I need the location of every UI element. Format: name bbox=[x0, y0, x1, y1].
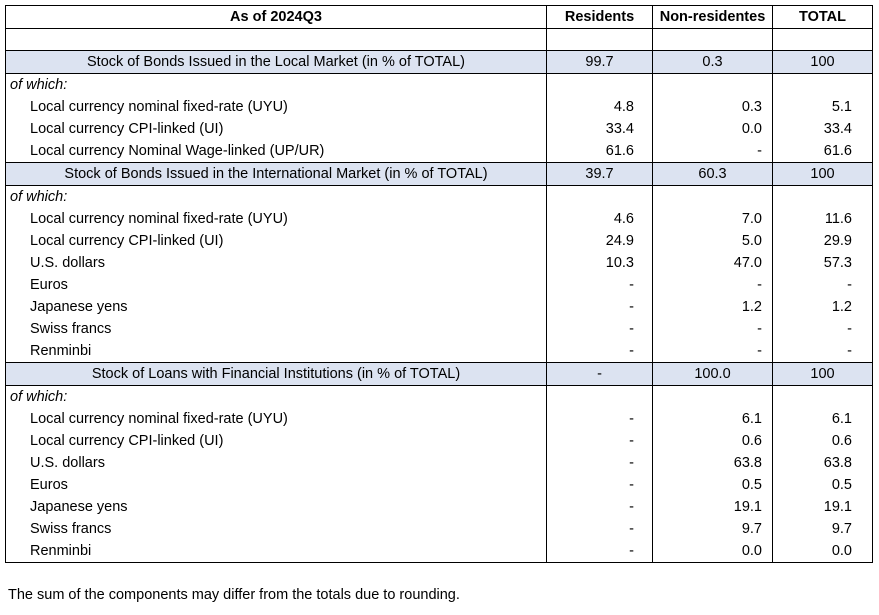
row-label: Renminbi bbox=[6, 540, 547, 563]
row-label: Swiss francs bbox=[6, 518, 547, 540]
row-label: of which: bbox=[6, 186, 547, 209]
nonresidents-value bbox=[653, 74, 773, 97]
residents-value: - bbox=[547, 318, 653, 340]
residents-value: - bbox=[547, 274, 653, 296]
total-value bbox=[773, 386, 873, 409]
nonresidents-value: 100.0 bbox=[653, 363, 773, 386]
row-label: Local currency nominal fixed-rate (UYU) bbox=[6, 96, 547, 118]
nonresidents-value: 0.5 bbox=[653, 474, 773, 496]
row-label: U.S. dollars bbox=[6, 252, 547, 274]
of-which-row bbox=[6, 74, 873, 97]
total-value: - bbox=[773, 274, 873, 296]
row-label: Renminbi bbox=[6, 340, 547, 363]
residents-value: 24.9 bbox=[547, 230, 653, 252]
total-header: TOTAL bbox=[773, 6, 873, 29]
residents-value: - bbox=[547, 430, 653, 452]
table-row bbox=[6, 96, 873, 118]
nonresidents-value: - bbox=[653, 340, 773, 363]
residents-value: - bbox=[547, 496, 653, 518]
table-row bbox=[6, 474, 873, 496]
row-label: Stock of Loans with Financial Institutions (in % of TOTAL) bbox=[6, 363, 547, 386]
residents-value bbox=[547, 386, 653, 409]
table-row bbox=[6, 252, 873, 274]
residents-value: 99.7 bbox=[547, 51, 653, 74]
table-row bbox=[6, 208, 873, 230]
total-value: 61.6 bbox=[773, 140, 873, 163]
table-row bbox=[6, 452, 873, 474]
total-value: 0.0 bbox=[773, 540, 873, 563]
period-header: As of 2024Q3 bbox=[6, 6, 547, 29]
nonresidents-value: 0.0 bbox=[653, 540, 773, 563]
nonresidents-value: - bbox=[653, 274, 773, 296]
nonresidents-value: - bbox=[653, 318, 773, 340]
table-row bbox=[6, 118, 873, 140]
nonresidents-value bbox=[653, 186, 773, 209]
of-which-row bbox=[6, 186, 873, 209]
table-row bbox=[6, 496, 873, 518]
row-label: Stock of Bonds Issued in the Local Market (in % of TOTAL) bbox=[6, 51, 547, 74]
total-value: 63.8 bbox=[773, 452, 873, 474]
row-label: of which: bbox=[6, 74, 547, 97]
table-row bbox=[6, 518, 873, 540]
total-value: 9.7 bbox=[773, 518, 873, 540]
row-label: Local currency CPI-linked (UI) bbox=[6, 430, 547, 452]
blank-row bbox=[6, 29, 873, 51]
nonresidents-value: 0.0 bbox=[653, 118, 773, 140]
row-label: Swiss francs bbox=[6, 318, 547, 340]
residents-value: - bbox=[547, 340, 653, 363]
of-which-row bbox=[6, 386, 873, 409]
nonresidents-value: 5.0 bbox=[653, 230, 773, 252]
row-label: U.S. dollars bbox=[6, 452, 547, 474]
table-row bbox=[6, 318, 873, 340]
row-label: Stock of Bonds Issued in the International Market (in % of TOTAL) bbox=[6, 163, 547, 186]
row-label: Euros bbox=[6, 474, 547, 496]
section-row bbox=[6, 163, 873, 186]
residents-value: - bbox=[547, 540, 653, 563]
total-value: 100 bbox=[773, 51, 873, 74]
table-body bbox=[6, 29, 873, 563]
total-value: 100 bbox=[773, 163, 873, 186]
total-value bbox=[773, 186, 873, 209]
section-row bbox=[6, 363, 873, 386]
section-row bbox=[6, 51, 873, 74]
residents-value: 4.8 bbox=[547, 96, 653, 118]
total-value: 29.9 bbox=[773, 230, 873, 252]
debt-composition-table bbox=[5, 5, 873, 563]
table-row bbox=[6, 340, 873, 363]
nonresidents-value bbox=[653, 386, 773, 409]
nonresidents-value: 0.3 bbox=[653, 96, 773, 118]
total-value: 100 bbox=[773, 363, 873, 386]
total-value: 19.1 bbox=[773, 496, 873, 518]
table-row bbox=[6, 430, 873, 452]
nonresidents-value: 0.6 bbox=[653, 430, 773, 452]
nonresidents-header: Non-residentes bbox=[653, 6, 773, 29]
residents-value: 4.6 bbox=[547, 208, 653, 230]
total-value bbox=[773, 29, 873, 51]
total-value: 5.1 bbox=[773, 96, 873, 118]
total-value: 57.3 bbox=[773, 252, 873, 274]
residents-value: 33.4 bbox=[547, 118, 653, 140]
total-value: 33.4 bbox=[773, 118, 873, 140]
footnote: The sum of the components may differ from the totals due to rounding. bbox=[8, 587, 460, 603]
table-row bbox=[6, 230, 873, 252]
row-label: Local currency nominal fixed-rate (UYU) bbox=[6, 208, 547, 230]
total-value: 0.5 bbox=[773, 474, 873, 496]
residents-value: 61.6 bbox=[547, 140, 653, 163]
row-label bbox=[6, 29, 547, 51]
residents-header: Residents bbox=[547, 6, 653, 29]
nonresidents-value: 7.0 bbox=[653, 208, 773, 230]
table-row bbox=[6, 274, 873, 296]
row-label: Euros bbox=[6, 274, 547, 296]
residents-value: 39.7 bbox=[547, 163, 653, 186]
nonresidents-value bbox=[653, 29, 773, 51]
row-label: Local currency CPI-linked (UI) bbox=[6, 118, 547, 140]
total-value: - bbox=[773, 318, 873, 340]
residents-value bbox=[547, 74, 653, 97]
table-row bbox=[6, 296, 873, 318]
table-row bbox=[6, 140, 873, 163]
residents-value: - bbox=[547, 452, 653, 474]
table-row bbox=[6, 540, 873, 563]
nonresidents-value: 60.3 bbox=[653, 163, 773, 186]
row-label: Local currency nominal fixed-rate (UYU) bbox=[6, 408, 547, 430]
total-value: 6.1 bbox=[773, 408, 873, 430]
total-value: 11.6 bbox=[773, 208, 873, 230]
residents-value: 10.3 bbox=[547, 252, 653, 274]
row-label: Japanese yens bbox=[6, 296, 547, 318]
row-label: Japanese yens bbox=[6, 496, 547, 518]
nonresidents-value: 9.7 bbox=[653, 518, 773, 540]
row-label: Local currency Nominal Wage-linked (UP/UR) bbox=[6, 140, 547, 163]
nonresidents-value: 19.1 bbox=[653, 496, 773, 518]
nonresidents-value: 6.1 bbox=[653, 408, 773, 430]
header-row bbox=[6, 6, 873, 29]
row-label: Local currency CPI-linked (UI) bbox=[6, 230, 547, 252]
table-row bbox=[6, 408, 873, 430]
total-value: 0.6 bbox=[773, 430, 873, 452]
residents-value bbox=[547, 29, 653, 51]
total-value: - bbox=[773, 340, 873, 363]
residents-value bbox=[547, 186, 653, 209]
nonresidents-value: 1.2 bbox=[653, 296, 773, 318]
total-value: 1.2 bbox=[773, 296, 873, 318]
residents-value: - bbox=[547, 474, 653, 496]
nonresidents-value: 47.0 bbox=[653, 252, 773, 274]
residents-value: - bbox=[547, 408, 653, 430]
nonresidents-value: 0.3 bbox=[653, 51, 773, 74]
row-label: of which: bbox=[6, 386, 547, 409]
total-value bbox=[773, 74, 873, 97]
nonresidents-value: 63.8 bbox=[653, 452, 773, 474]
residents-value: - bbox=[547, 518, 653, 540]
residents-value: - bbox=[547, 363, 653, 386]
residents-value: - bbox=[547, 296, 653, 318]
nonresidents-value: - bbox=[653, 140, 773, 163]
